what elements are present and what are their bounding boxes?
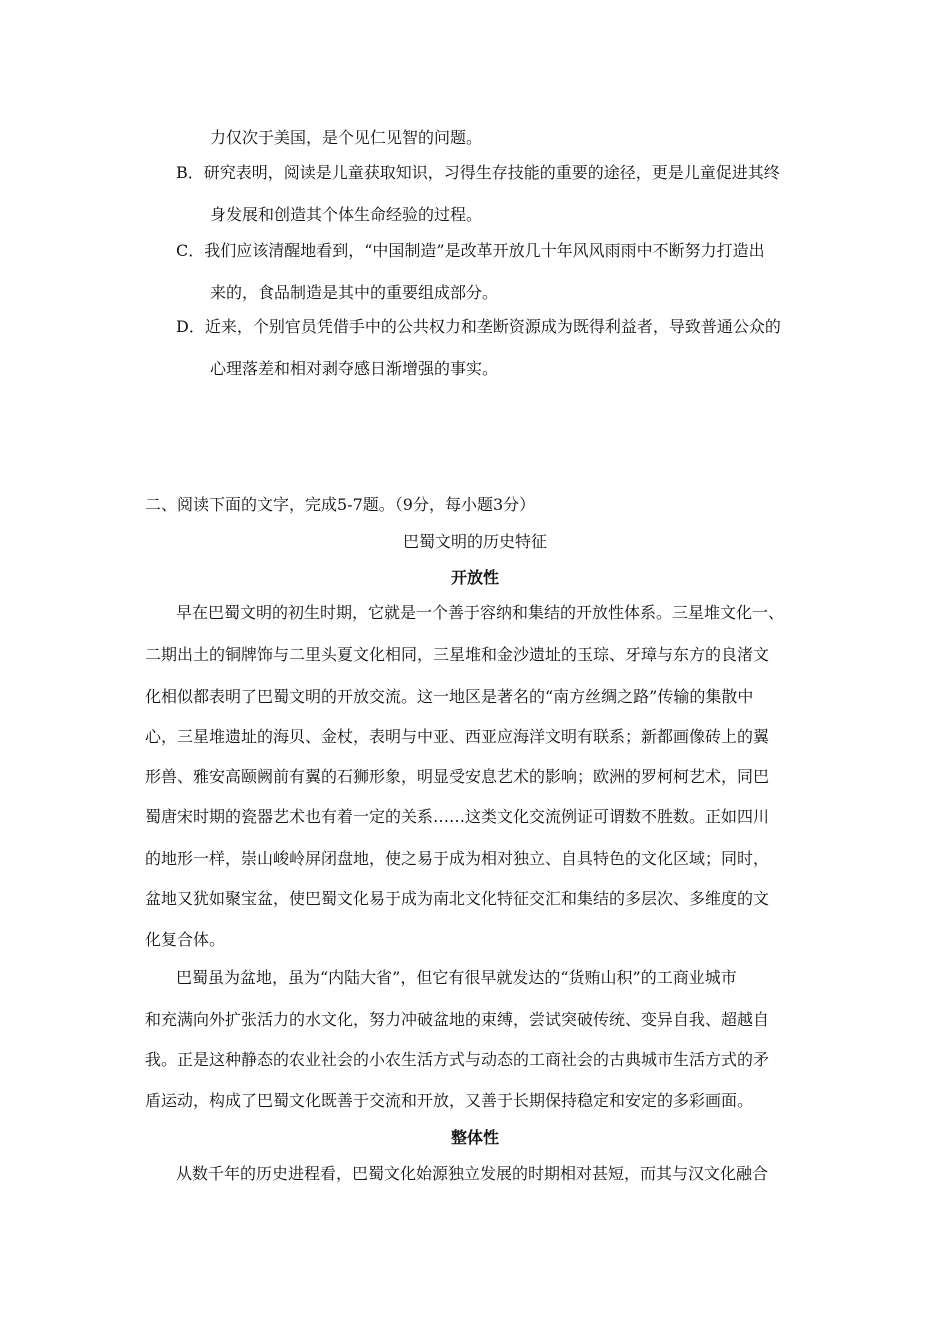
paragraph-1-line: 的地形一样，崇山峻岭屏闭盘地，使之易于成为相对独立、自具特色的文化区域；同时， bbox=[145, 849, 770, 868]
option-b-line-2: 身发展和创造其个体生命经验的过程。 bbox=[210, 205, 483, 224]
paragraph-1-line: 化相似都表明了巴蜀文明的开放交流。这一地区是著名的“南方丝绸之路”传输的集散中 bbox=[145, 687, 754, 706]
section-heading: 二、阅读下面的文字，完成5-7题。（9分，每小题3分） bbox=[145, 495, 536, 514]
paragraph-1-line: 心，三星堆遗址的海贝、金杖，表明与中亚、西亚应海洋文明有联系；新都画像砖上的翼 bbox=[145, 727, 770, 746]
paragraph-2-line: 巴蜀虽为盆地，虽为“内陆大省”，但它有很早就发达的“货贿山积”的工商业城市 bbox=[176, 968, 737, 987]
paragraph-3-line: 从数千年的历史进程看，巴蜀文化始源独立发展的时期相对甚短，而其与汉文化融合 bbox=[176, 1164, 769, 1183]
paragraph-2-line: 我。正是这种静态的农业社会的小农生活方式与动态的工商社会的古典城市生活方式的矛 bbox=[145, 1050, 770, 1069]
option-c-line-2: 来的，食品制造是其中的重要组成部分。 bbox=[210, 283, 499, 302]
article-title: 巴蜀文明的历史特征 bbox=[402, 532, 547, 551]
option-d-line-2: 心理落差和相对剥夺感日渐增强的事实。 bbox=[210, 359, 499, 378]
option-d-line-1: D．近来，个别官员凭借手中的公共权力和垄断资源成为既得利益者，导致普通公众的 bbox=[176, 317, 781, 336]
paragraph-1-line: 形兽、雅安高颐阙前有翼的石狮形象，明显受安息艺术的影响；欧洲的罗柯柯艺术，同巴 bbox=[145, 767, 770, 786]
paragraph-1-line: 蜀唐宋时期的瓷器艺术也有着一定的关系……这类文化交流例证可谓数不胜数。正如四川 bbox=[145, 807, 770, 826]
option-b-line-1: B．研究表明，阅读是儿童获取知识，习得生存技能的重要的途径，更是儿童促进其终 bbox=[176, 163, 780, 182]
paragraph-1-line: 盆地又犹如聚宝盆，使巴蜀文化易于成为南北文化特征交汇和集结的多层次、多维度的文 bbox=[145, 889, 770, 908]
paragraph-2-line: 和充满向外扩张活力的水文化，努力冲破盆地的束缚，尝试突破传统、变异自我、超越自 bbox=[145, 1010, 770, 1029]
paragraph-1-line: 早在巴蜀文明的初生时期，它就是一个善于容纳和集结的开放性体系。三星堆文化一、 bbox=[176, 603, 785, 622]
paragraph-1-line: 化复合体。 bbox=[145, 930, 226, 949]
option-a-line-2: 力仅次于美国，是个见仁见智的问题。 bbox=[210, 128, 483, 147]
subtitle-openness: 开放性 bbox=[450, 568, 499, 587]
option-c-line-1: C．我们应该清醒地看到，“中国制造”是改革开放几十年风风雨雨中不断努力打造出 bbox=[176, 241, 765, 260]
paragraph-2-line: 盾运动，构成了巴蜀文化既善于交流和开放，又善于长期保持稳定和安定的多彩画面。 bbox=[145, 1091, 754, 1110]
subtitle-integrity: 整体性 bbox=[450, 1128, 499, 1147]
paragraph-1-line: 二期出土的铜牌饰与二里头夏文化相同，三星堆和金沙遗址的玉琮、牙璋与东方的良渚文 bbox=[145, 645, 770, 664]
